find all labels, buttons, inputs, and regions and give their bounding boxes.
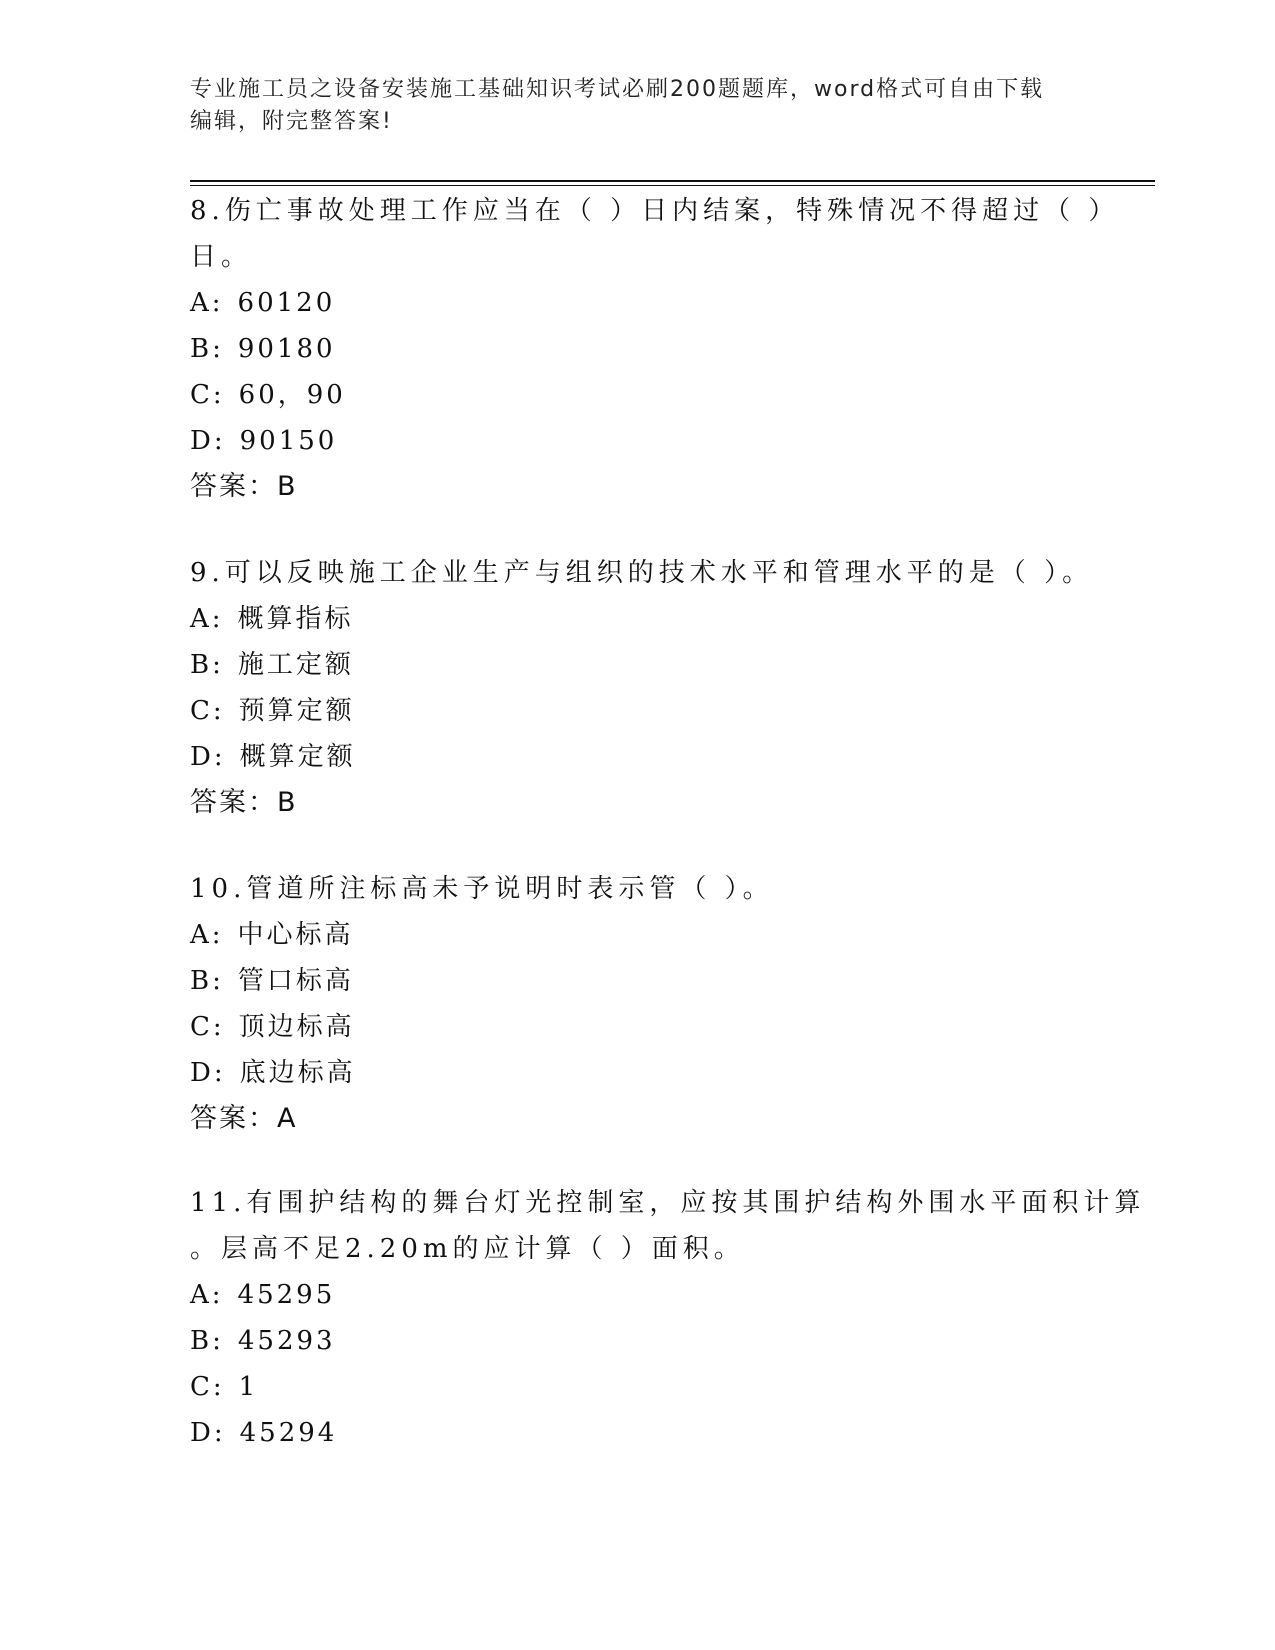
option-c — [190, 1364, 1090, 1410]
option-text: 45294 — [239, 1418, 338, 1448]
option-label: B: — [190, 1326, 224, 1356]
option-text: 60，90 — [238, 380, 346, 410]
option-label: C: — [190, 380, 225, 410]
option-a — [190, 280, 1090, 326]
option-text: 90180 — [237, 334, 336, 364]
option-label: C: — [190, 1372, 225, 1402]
question-11 — [190, 1180, 1146, 1456]
option-text: 45295 — [237, 1280, 336, 1310]
answer-line: 答案：A — [190, 1103, 298, 1134]
answer-line: 答案：B — [190, 787, 298, 818]
option-a — [190, 1272, 1090, 1318]
option-b — [190, 326, 1090, 372]
option-text: 60120 — [237, 288, 336, 318]
question-8 — [190, 188, 1120, 510]
option-text: 中心标高 — [237, 920, 354, 950]
option-label: B: — [190, 650, 224, 680]
option-text: 90150 — [239, 426, 338, 456]
option-b — [190, 958, 1090, 1004]
option-text: 概算定额 — [239, 742, 356, 772]
option-text: 预算定额 — [238, 696, 355, 726]
header-line-2: 编辑，附完整答案! — [190, 109, 393, 134]
option-b — [190, 642, 1090, 688]
question-text-line: 。层高不足2.20m的应计算（ ）面积。 — [190, 1234, 745, 1264]
option-d — [190, 1410, 1090, 1456]
question-text-line: 日。 — [190, 242, 253, 272]
option-label: C: — [190, 696, 225, 726]
option-label: D: — [190, 1418, 226, 1448]
option-text: 顶边标高 — [238, 1012, 355, 1042]
option-text: 管口标高 — [237, 966, 354, 996]
question-9 — [190, 550, 1094, 826]
option-a — [190, 912, 1090, 958]
option-label: D: — [190, 426, 226, 456]
option-label: B: — [190, 334, 224, 364]
option-text: 概算指标 — [237, 604, 354, 634]
option-label: D: — [190, 742, 226, 772]
option-text: 底边标高 — [239, 1058, 356, 1088]
option-c — [190, 688, 1090, 734]
option-b — [190, 1318, 1090, 1364]
option-label: A: — [190, 920, 224, 950]
question-text-line: 8.伤亡事故处理工作应当在（ ）日内结案，特殊情况不得超过（ ） — [190, 196, 1120, 226]
question-10 — [190, 866, 1090, 1142]
header-divider-thick — [190, 180, 1155, 182]
document-header — [190, 74, 1090, 138]
option-label: A: — [190, 604, 224, 634]
option-label: A: — [190, 1280, 224, 1310]
option-label: D: — [190, 1058, 226, 1088]
option-d — [190, 1050, 1090, 1096]
option-d — [190, 734, 1090, 780]
answer-line: 答案：B — [190, 471, 298, 502]
question-text-line: 9.可以反映施工企业生产与组织的技术水平和管理水平的是（ ）。 — [190, 558, 1094, 588]
question-text-line: 10.管道所注标高未予说明时表示管（ ）。 — [190, 874, 774, 904]
option-label: A: — [190, 288, 224, 318]
option-c — [190, 1004, 1090, 1050]
header-line-1: 专业施工员之设备安装施工基础知识考试必刷200题题库，word格式可自由下载 — [190, 77, 1045, 102]
option-text: 1 — [238, 1372, 259, 1402]
option-text: 施工定额 — [237, 650, 354, 680]
option-d — [190, 418, 1090, 464]
question-text-line: 11.有围护结构的舞台灯光控制室，应按其围护结构外围水平面积计算 — [190, 1188, 1146, 1218]
option-a — [190, 596, 1090, 642]
option-text: 45293 — [237, 1326, 336, 1356]
option-c — [190, 372, 1090, 418]
option-label: B: — [190, 966, 224, 996]
header-divider-thin — [190, 185, 1155, 186]
option-label: C: — [190, 1012, 225, 1042]
